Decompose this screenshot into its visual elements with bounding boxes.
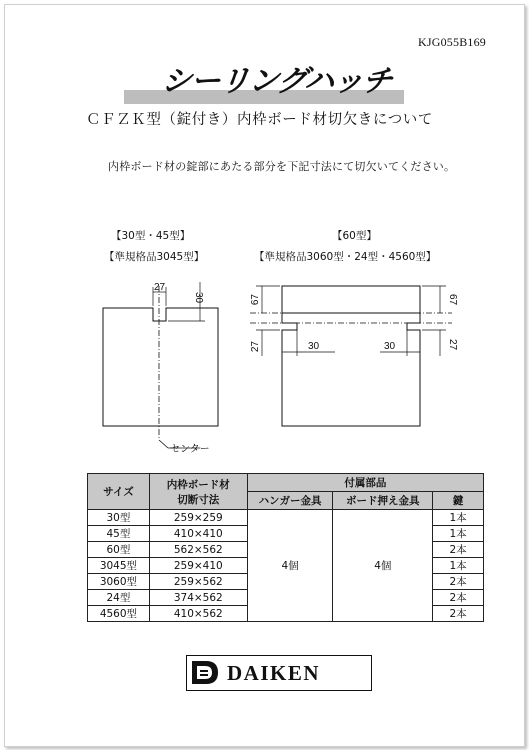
cell-size: 3045型 <box>88 558 150 574</box>
right-dim-bottom-right: 27 <box>447 339 458 351</box>
spec-table <box>87 473 484 622</box>
right-dim-inner-right: 30 <box>384 341 396 352</box>
cell-dim: 562×562 <box>149 542 247 558</box>
header-board-line1: 内枠ボード材 <box>166 478 230 491</box>
cell-size: 3060型 <box>88 574 150 590</box>
daiken-logo <box>186 655 372 691</box>
left-figure-label-2: 【準規格品3045型】 <box>104 251 205 263</box>
cell-dim: 259×259 <box>149 510 247 526</box>
header-board-dim <box>149 474 247 510</box>
cell-key: 1本 <box>433 510 484 526</box>
left-dim-height: 30 <box>193 292 204 304</box>
cell-dim: 259×562 <box>149 574 247 590</box>
cell-key: 2本 <box>433 606 484 622</box>
cell-hanger-count: 4個 <box>247 510 333 622</box>
right-board-diagram <box>250 286 452 426</box>
left-dim-width: 27 <box>154 282 166 293</box>
header-parts: 付属部品 <box>247 474 483 492</box>
cell-size: 4560型 <box>88 606 150 622</box>
right-dim-bottom-left: 27 <box>250 341 261 353</box>
cell-key: 2本 <box>433 542 484 558</box>
header-board-line2: 切断寸法 <box>177 493 220 506</box>
daiken-logo-mark <box>190 659 220 686</box>
cell-size: 24型 <box>88 590 150 606</box>
table-row <box>88 510 484 526</box>
header-hanger: ハンガー金具 <box>247 492 333 510</box>
left-figure-label-1: 【30型・45型】 <box>111 230 191 242</box>
center-label: センター <box>170 444 210 455</box>
cell-press-count: 4個 <box>333 510 433 622</box>
header-board-press: ボード押え金具 <box>333 492 433 510</box>
cell-key: 2本 <box>433 574 484 590</box>
cell-size: 30型 <box>88 510 150 526</box>
right-dim-top-right: 67 <box>447 294 458 306</box>
cell-size: 45型 <box>88 526 150 542</box>
cell-key: 1本 <box>433 526 484 542</box>
cell-dim: 259×410 <box>149 558 247 574</box>
cell-key: 2本 <box>433 590 484 606</box>
instruction-text: 内枠ボード材の錠部にあたる部分を下記寸法にて切欠いてください。 <box>108 160 456 173</box>
right-figure-label-2: 【準規格品3060型・24型・4560型】 <box>254 251 437 263</box>
left-board-diagram <box>103 282 218 448</box>
page-title: シーリングハッチ <box>159 64 394 99</box>
right-dim-top-left: 67 <box>250 294 261 306</box>
page-subtitle: ＣＦＺＫ型（錠付き）内枠ボード材切欠きについて <box>86 112 434 128</box>
cell-dim: 410×410 <box>149 526 247 542</box>
cell-dim: 374×562 <box>149 590 247 606</box>
brand-name: DAIKEN <box>227 661 321 685</box>
document-code: KJG055B169 <box>418 35 487 49</box>
right-figure-label-1: 【60型】 <box>332 230 377 242</box>
cell-size: 60型 <box>88 542 150 558</box>
cell-dim: 410×562 <box>149 606 247 622</box>
header-key: 鍵 <box>433 492 484 510</box>
right-dim-inner-left: 30 <box>308 341 320 352</box>
cell-key: 1本 <box>433 558 484 574</box>
header-size: サイズ <box>88 474 150 510</box>
